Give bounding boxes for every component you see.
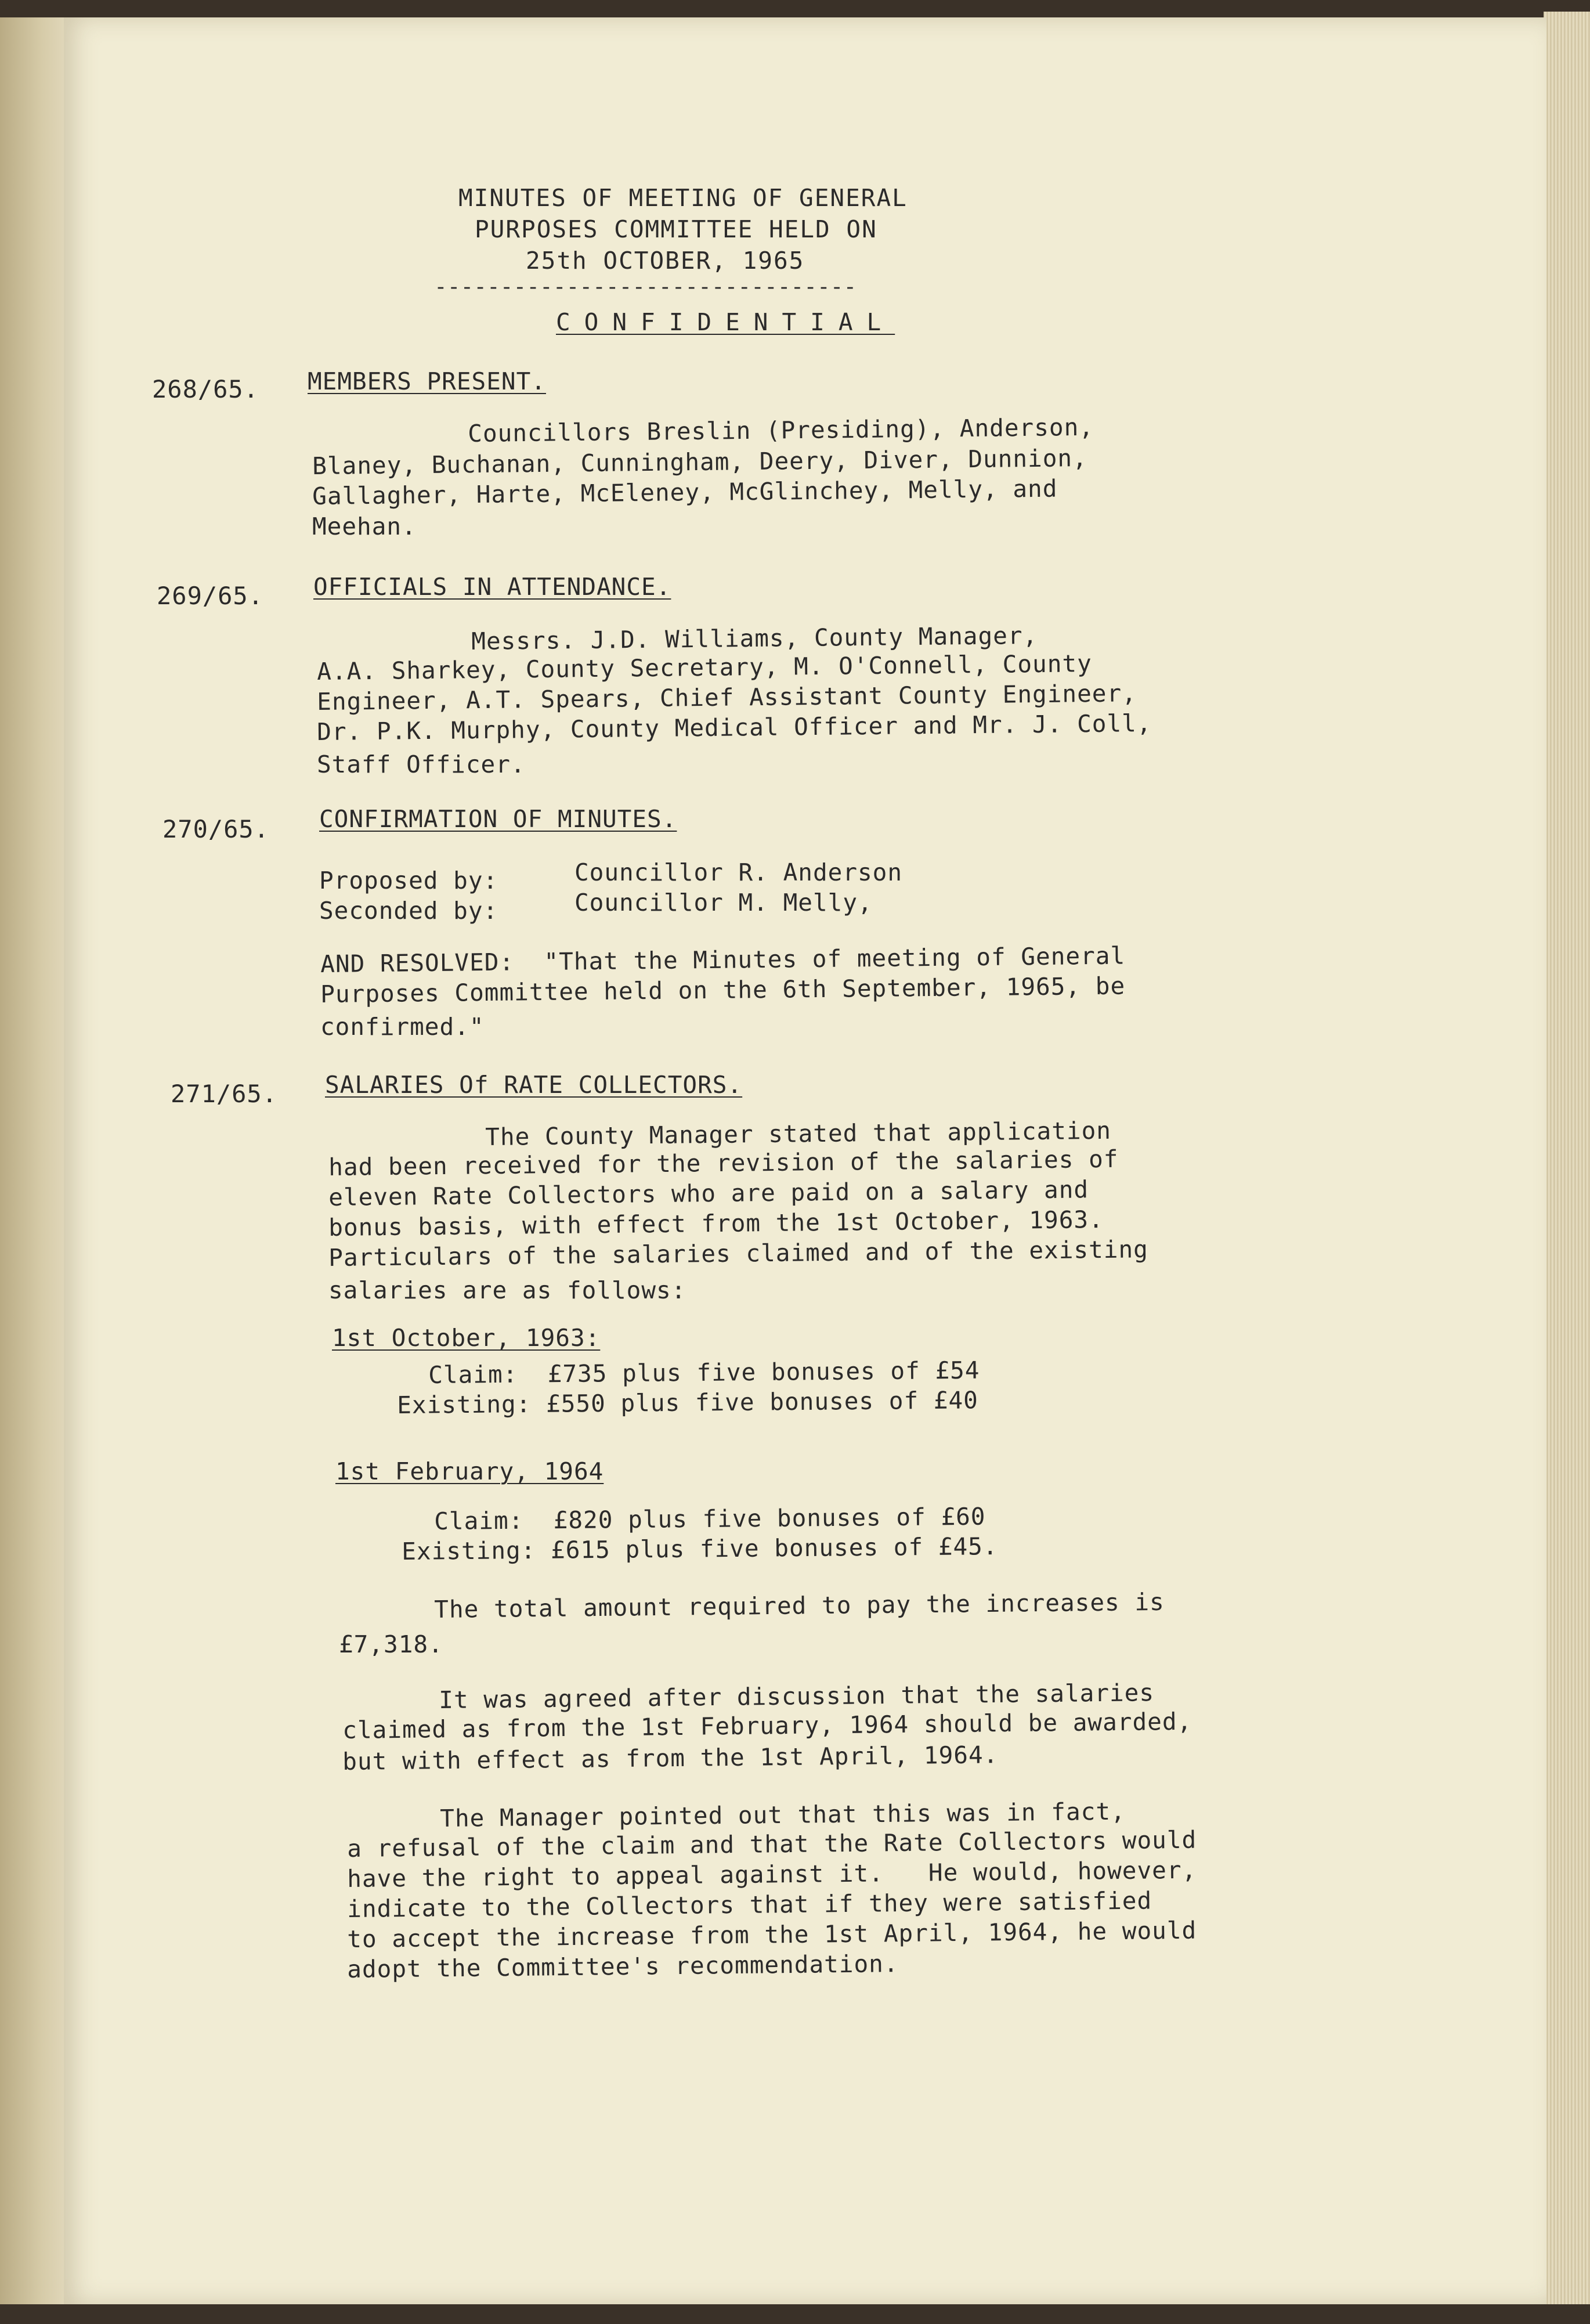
february-claim-line: Claim: £820 plus five bonuses of £60 bbox=[434, 1502, 986, 1535]
section-heading-officials: OFFICIALS IN ATTENDANCE. bbox=[313, 573, 671, 601]
manager-line-3: have the right to appeal against it. He would, however, bbox=[347, 1856, 1197, 1893]
salaries-intro-line-2: had been received for the revision of the salaries of bbox=[328, 1145, 1119, 1181]
seconded-label: Seconded by: bbox=[319, 897, 498, 925]
manager-line-1: The Manager pointed out that this was in fact, bbox=[440, 1797, 1126, 1832]
section-number-268: 268/65. bbox=[152, 375, 259, 403]
title-line-1: MINUTES OF MEETING OF GENERAL bbox=[458, 184, 908, 212]
title-rule: -------------------------------- bbox=[434, 275, 857, 299]
agreed-line-1: It was agreed after discussion that the salaries bbox=[439, 1679, 1155, 1714]
salaries-intro-line-5: Particulars of the salaries claimed and of the existing bbox=[328, 1235, 1149, 1272]
resolved-line-1: AND RESOLVED: "That the Minutes of meeting of General bbox=[320, 941, 1126, 978]
members-line-4: Meehan. bbox=[312, 513, 417, 540]
title-line-2: PURPOSES COMMITTEE HELD ON bbox=[475, 215, 877, 243]
members-line-1: Councillors Breslin (Presiding), Anderson, bbox=[468, 413, 1094, 448]
salaries-intro-line-6: salaries are as follows: bbox=[328, 1276, 686, 1304]
october-existing-line: Existing: £550 plus five bonuses of £40 bbox=[397, 1386, 979, 1419]
total-line-2: £7,318. bbox=[339, 1630, 443, 1658]
confidential-heading: CONFIDENTIAL bbox=[556, 308, 895, 336]
section-number-270: 270/65. bbox=[162, 815, 270, 843]
february-existing-line: Existing: £615 plus five bonuses of £45. bbox=[402, 1532, 998, 1565]
agreed-line-2: claimed as from the 1st February, 1964 should be awarded, bbox=[342, 1707, 1192, 1744]
seconded-value: Councillor M. Melly, bbox=[574, 889, 873, 916]
proposed-value: Councillor R. Anderson bbox=[574, 858, 903, 886]
officials-line-4: Dr. P.K. Murphy, County Medical Officer and Mr. J. Coll, bbox=[317, 709, 1152, 746]
salaries-intro-line-3: eleven Rate Collectors who are paid on a salary and bbox=[328, 1175, 1089, 1211]
october-claim-line: Claim: £735 plus five bonuses of £54 bbox=[428, 1356, 980, 1389]
salaries-intro-line-1: The County Manager stated that application bbox=[485, 1116, 1112, 1151]
manager-line-5: to accept the increase from the 1st April, 1964, he would bbox=[347, 1916, 1197, 1953]
officials-line-3: Engineer, A.T. Spears, Chief Assistant County Engineer, bbox=[317, 679, 1137, 716]
total-line-1: The total amount required to pay the increases is bbox=[434, 1587, 1165, 1623]
section-number-271: 271/65. bbox=[171, 1080, 278, 1108]
page-stack-edge bbox=[1544, 12, 1590, 2304]
section-heading-confirmation: CONFIRMATION OF MINUTES. bbox=[319, 805, 677, 833]
agreed-line-3: but with effect as from the 1st April, 1964. bbox=[342, 1741, 999, 1776]
date-heading-february-1964: 1st February, 1964 bbox=[335, 1457, 604, 1485]
proposed-label: Proposed by: bbox=[319, 867, 498, 894]
officials-line-1: Messrs. J.D. Williams, County Manager, bbox=[471, 621, 1038, 655]
resolved-line-2: Purposes Committee held on the 6th September, 1965, be bbox=[320, 972, 1126, 1008]
section-heading-salaries: SALARIES Of RATE COLLECTORS. bbox=[325, 1071, 743, 1099]
salaries-intro-line-4: bonus basis, with effect from the 1st October, 1963. bbox=[328, 1206, 1104, 1242]
manager-line-2: a refusal of the claim and that the Rate Collectors would bbox=[347, 1825, 1197, 1863]
manager-line-4: indicate to the Collectors that if they were satisfied bbox=[347, 1886, 1152, 1923]
section-number-269: 269/65. bbox=[157, 582, 264, 610]
manager-line-6: adopt the Committee's recommendation. bbox=[347, 1950, 899, 1983]
officials-line-5: Staff Officer. bbox=[317, 750, 526, 778]
book-binding bbox=[0, 17, 70, 2304]
members-line-2: Blaney, Buchanan, Cunningham, Deery, Diver, Dunnion, bbox=[312, 444, 1088, 480]
members-line-3: Gallagher, Harte, McEleney, McGlinchey, Melly, and bbox=[312, 474, 1058, 510]
resolved-line-3: confirmed." bbox=[320, 1013, 485, 1041]
section-heading-members-present: MEMBERS PRESENT. bbox=[308, 367, 546, 395]
title-line-3: 25th OCTOBER, 1965 bbox=[526, 247, 805, 275]
date-heading-october-1963: 1st October, 1963: bbox=[332, 1324, 601, 1352]
officials-line-2: A.A. Sharkey, County Secretary, M. O'Connell, County bbox=[317, 649, 1093, 685]
